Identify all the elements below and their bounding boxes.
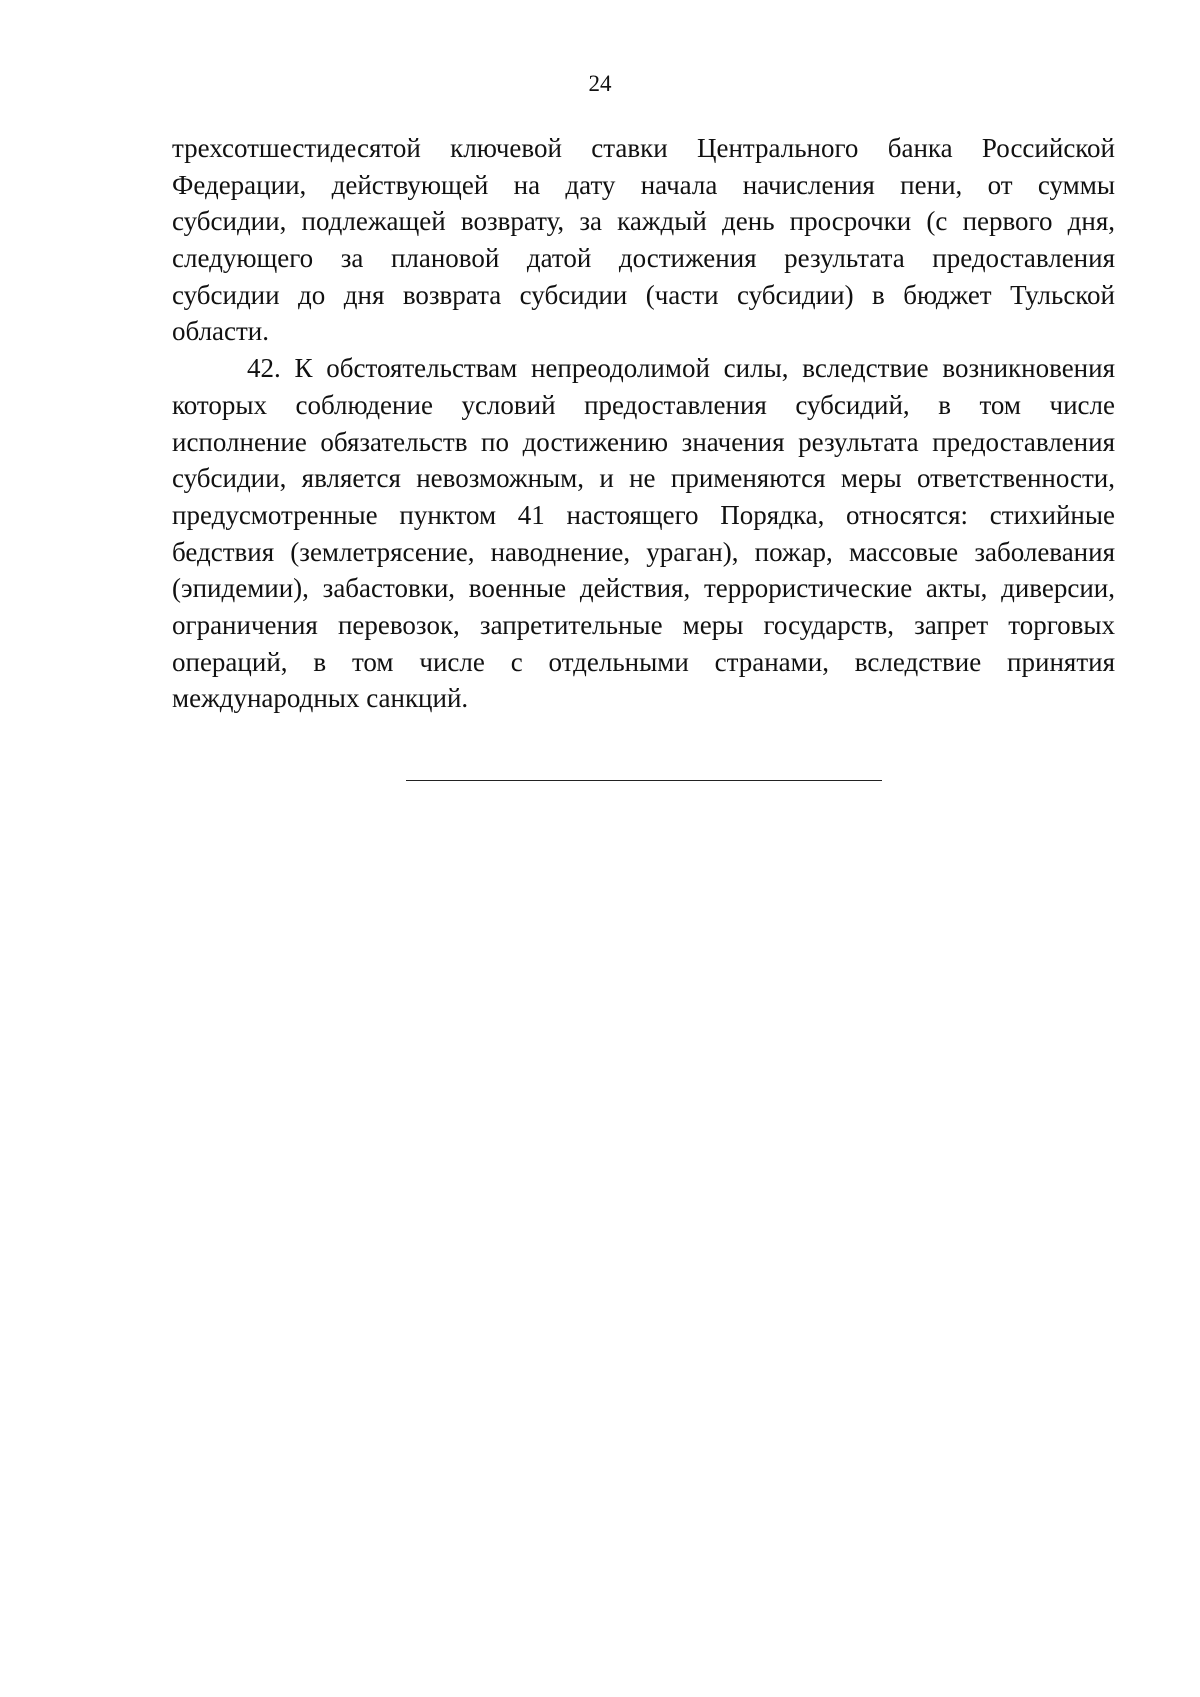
text-line: международных санкций. <box>172 683 469 714</box>
text-line: ограничения перевозок, запретительные меры государств, запрет торговых <box>172 609 1115 640</box>
text-line: субсидии, является невозможным, и не применяются меры ответственности, <box>172 463 1115 494</box>
page-number: 24 <box>588 71 612 96</box>
paragraph-penalty <box>172 130 1115 350</box>
text-line: исполнение обязательств по достижению значения результата предоставления <box>172 426 1115 457</box>
text-line: субсидии до дня возврата субсидии (части субсидии) в бюджет Тульской <box>172 279 1115 310</box>
text-line: Федерации, действующей на дату начала начисления пени, от суммы <box>172 169 1115 200</box>
text-line: которых соблюдение условий предоставления субсидий, в том числе <box>172 389 1115 420</box>
text-line: области. <box>172 316 270 347</box>
text-line: 42. К обстоятельствам непреодолимой силы, вследствие возникновения <box>247 353 1115 384</box>
text-line: (эпидемии), забастовки, военные действия, террористические акты, диверсии, <box>172 573 1115 604</box>
text-line: операций, в том числе с отдельными странами, вследствие принятия <box>172 646 1115 677</box>
paragraph-force-majeure <box>172 350 1115 717</box>
text-line: трехсотшестидесятой ключевой ставки Центрального банка Российской <box>172 133 1115 163</box>
text-line: бедствия (землетрясение, наводнение, ураган), пожар, массовые заболевания <box>172 536 1115 567</box>
document-body <box>172 130 1115 717</box>
text-line: следующего за плановой датой достижения результата предоставления <box>172 243 1115 274</box>
text-line: субсидии, подлежащей возврату, за каждый день просрочки (с первого дня, <box>172 206 1115 237</box>
end-of-document-rule <box>406 780 882 781</box>
text-line: предусмотренные пунктом 41 настоящего Порядка, относятся: стихийные <box>172 499 1115 530</box>
